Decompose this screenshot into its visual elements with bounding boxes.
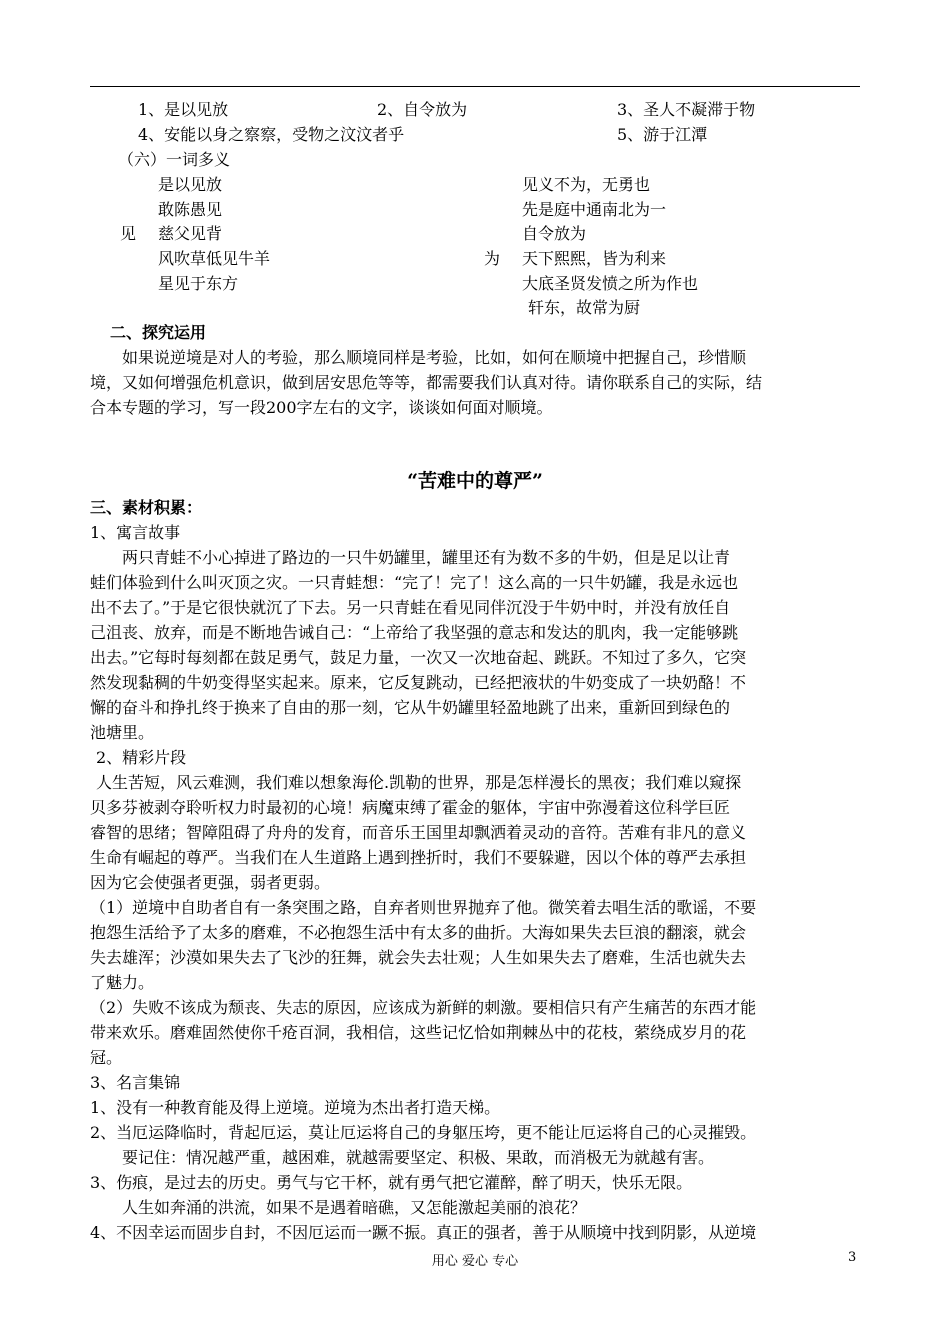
quote-line: 2、当厄运降临时，背起厄运，莫让厄运将自己的身躯压垮，更不能让厄运将自己的心灵摧毁。 <box>90 1123 757 1142</box>
section3-heading: 三、素材积累： <box>90 498 203 517</box>
quote-line: 1、没有一种教育能及得上逆境。逆境为杰出者打造天梯。 <box>90 1098 501 1117</box>
excerpt-line: 人生苦短，风云难测，我们难以想象海伦.凯勒的世界，那是怎样漫长的黑夜；我们难以窥探 <box>96 773 742 792</box>
quote-line: 要记住：情况越严重，越困难，就越需要坚定、积极、果敢，而消极无为就越有害。 <box>122 1148 715 1167</box>
fable-line: 出去。”它每时每刻都在鼓足勇气，鼓足力量，一次又一次地奋起、跳跃。不知过了多久，它突 <box>90 648 747 667</box>
section2-paragraph-line: 合本专题的学习，写一段200字左右的文字，谈谈如何面对顺境。 <box>90 398 553 417</box>
excerpt-line: 因为它会使强者更强，弱者更弱。 <box>90 873 331 892</box>
polysemy-right-item: 大底圣贤发愤之所为作也 <box>522 274 699 293</box>
polysemy-right-item: 见义不为，无勇也 <box>522 175 651 194</box>
fable-heading: 1、寓言故事 <box>90 523 181 542</box>
quote-line: 人生如奔涌的洪流，如果不是遇着暗礁，又怎能激起美丽的浪花？ <box>122 1198 587 1217</box>
polysemy-heading: （六）一词多义 <box>118 150 231 169</box>
excerpt-line: 带来欢乐。磨难固然使你千疮百洞，我相信，这些记忆恰如荆棘丛中的花枝，萦绕成岁月的花 <box>90 1023 747 1042</box>
answer-item-1: 1、是以见放 <box>138 100 229 119</box>
section2-paragraph-line: 如果说逆境是对人的考验，那么顺境同样是考验，比如，如何在顺境中把握自己，珍惜顺 <box>122 348 747 367</box>
polysemy-right-item: 先是庭中通南北为一 <box>522 200 667 219</box>
polysemy-char-wei: 为 <box>484 249 501 268</box>
polysemy-char-jian: 见 <box>120 224 137 243</box>
polysemy-left-item: 是以见放 <box>158 175 223 194</box>
excerpt-line: （2）失败不该成为颓丧、失志的原因，应该成为新鲜的刺激。要相信只有产生痛苦的东西才能 <box>90 998 757 1017</box>
excerpt-line: 生命有崛起的尊严。当我们在人生道路上遇到挫折时，我们不要躲避，因以个体的尊严去承担 <box>90 848 747 867</box>
answer-item-3: 3、圣人不凝滞于物 <box>617 100 756 119</box>
page-title: “苦难中的尊严” <box>407 470 543 492</box>
polysemy-right-item: 轩东，故常为厨 <box>528 298 641 317</box>
excerpt-line: 失去雄浑；沙漠如果失去了飞沙的狂舞，就会失去壮观；人生如果失去了磨难，生活也就失去 <box>90 948 747 967</box>
quotes-heading: 3、名言集锦 <box>90 1073 181 1092</box>
section2-heading: 二、探究运用 <box>110 323 207 342</box>
excerpt-line: 了魅力。 <box>90 973 155 992</box>
fable-line: 出不去了。”于是它很快就沉了下去。另一只青蛙在看见同伴沉没于牛奶中时，并没有放任自 <box>90 598 731 617</box>
header-rule <box>90 86 860 87</box>
page-number: 3 <box>848 1250 857 1265</box>
fable-line: 己沮丧、放弃，而是不断地告诫自己：“上帝给了我坚强的意志和发达的肌肉，我一定能够跳 <box>90 623 739 642</box>
footer-motto: 用心 爱心 专心 <box>431 1254 519 1269</box>
answer-item-4: 4、安能以身之察察，受物之汶汶者乎 <box>138 125 405 144</box>
excerpt-line: （1）逆境中自助者自有一条突围之路，自弃者则世界抛弃了他。微笑着去唱生活的歌谣，不要 <box>90 898 757 917</box>
excerpt-line: 抱怨生活给予了太多的磨难，不必抱怨生活中有太多的曲折。大海如果失去巨浪的翻滚，就会 <box>90 923 747 942</box>
answer-item-2: 2、自令放为 <box>377 100 468 119</box>
fable-line: 池塘里。 <box>90 723 155 742</box>
fable-line: 两只青蛙不小心掉进了路边的一只牛奶罐里，罐里还有为数不多的牛奶，但是足以让青 <box>122 548 731 567</box>
fable-line: 懈的奋斗和挣扎终于换来了自由的那一刻，它从牛奶罐里轻盈地跳了出来，重新回到绿色的 <box>90 698 731 717</box>
answer-item-5: 5、游于江潭 <box>617 125 708 144</box>
polysemy-left-item: 慈父见背 <box>158 224 223 243</box>
excerpt-line: 睿智的思绪；智障阻碍了舟舟的发育，而音乐王国里却飘洒着灵动的音符。苦难有非凡的意义 <box>90 823 747 842</box>
section2-paragraph-line: 境，又如何增强危机意识，做到居安思危等等，都需要我们认真对待。请你联系自己的实际，结 <box>90 373 763 392</box>
quote-line: 3、伤痕，是过去的历史。勇气与它干杯，就有勇气把它灌醉，醉了明天，快乐无限。 <box>90 1173 693 1192</box>
quote-line: 4、不因幸运而固步自封，不因厄运而一蹶不振。真正的强者，善于从顺境中找到阴影，从逆境 <box>90 1223 757 1242</box>
excerpt-line: 冠。 <box>90 1048 123 1067</box>
polysemy-left-item: 风吹草低见牛羊 <box>158 249 271 268</box>
polysemy-right-item: 自令放为 <box>522 224 587 243</box>
excerpt-line: 贝多芬被剥夺聆听权力时最初的心境！病魔束缚了霍金的躯体，宇宙中弥漫着这位科学巨匠 <box>90 798 731 817</box>
excerpt-heading: 2、精彩片段 <box>96 748 187 767</box>
polysemy-right-item: 天下熙熙，皆为利来 <box>522 249 667 268</box>
fable-line: 蛙们体验到什么叫灭顶之灾。一只青蛙想：“完了！完了！这么高的一只牛奶罐，我是永远也 <box>90 573 739 592</box>
polysemy-left-item: 敢陈愚见 <box>158 200 223 219</box>
polysemy-left-item: 星见于东方 <box>158 274 239 293</box>
fable-line: 然发现黏稠的牛奶变得坚实起来。原来，它反复跳动，已经把液状的牛奶变成了一块奶酪！不 <box>90 673 747 692</box>
